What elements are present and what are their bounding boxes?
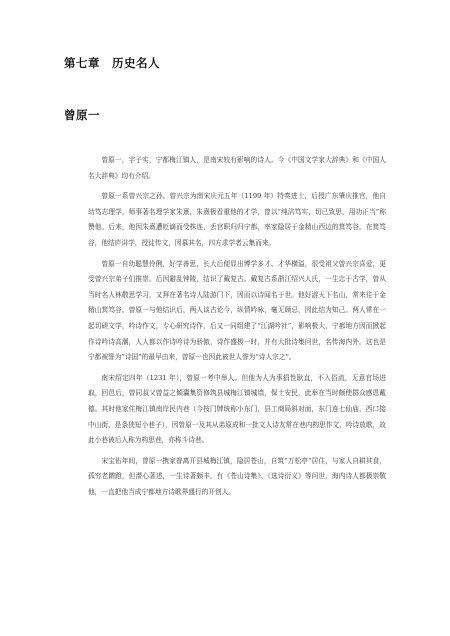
paragraph: 曾原一自幼聪慧伶俐，好学善思，长大后便显出博学多才、才华横溢，很受祖父曾兴宗喜爱，更受曾兴宗弟子们推崇。后因避乱钟陵，结识了戴复古。戴复古系浙江绍兴人氏，一生忠于古学，曾从当时名人林敬思学习，又拜在著名诗人陆游门下，因而以诗闻名于世。他好游天下名山，常来往于金精山箕笃谷。曾原一与他结识后，两人谈古论今，纵情吟咏，毫无顾忌，因此结为知己。两人常在一起切磋文学，吟诗作文，专心研究诗作，后又一同组建了“江湖吟社”，影响极大，宁都地方因而掀起作诗吟诗高潮，人人都以作诗吟诗为骄傲，诗作盛极一时，并有大批诗集问世，名传海内外。这也是宁都被誉为“诗国”的最早由来，曾原一也因此被世人誉为“诗人宗之”。: [88, 259, 386, 362]
chapter-title: 第七章 历史名人: [64, 56, 160, 70]
paragraph: 曾原一系曾兴宗之孙。曾兴宗为南宋庆元五年（1199 年）特奏进士，后授广东肇庆推官，他自幼笃志理学，师事著名理学家朱熹，朱熹极看重他的才学，曾以“纯洁笃实，切已致思，用功正当”称赞他。后来，他因朱熹遭贬谪而受株连，丢官职归归宁都，率家隐居于金精山西边的箕笃谷。在箕笃谷，他结庐讲学，授徒传文，因慕其名，四方求学者云集而来。: [88, 192, 386, 247]
body-text: [88, 153, 386, 505]
paragraph: 曾原一，字子实，宁都梅江镇人，是南宋较有影响的诗人。今《中国文学家大辞典》和《中国人名大辞典》均有介绍。: [88, 156, 386, 180]
paragraph: 南宋绍定四年（1231 年），曾原一考中举人。但他为人为事狷性耿直，不入俗流，无意官场进取，回邑后，曾同叔父曾益之倾囊集资修筑县城梅江镇城墙，保土安民，此举在当时颇使群众感恩戴德。其时他家住梅江镇南岸民内巷（今按门牌统称小东门，县工商局斜对面，东门连七仙庙，西口接中山街，是条狭短小巷子），因曾原一及其从弟原成和一批文人诗友常在巷内构思作文，吟诗放歌，故此小巷被后人称为构思巷，亦称斗诗巷。: [88, 373, 386, 445]
section-title: 曾原一: [64, 108, 100, 122]
paragraph: 宋宝佑年间，曾原一携家眷离开县城梅江镇，隐居苍山，自筑“万松亭”居住，与家人自耕其食，孤穷老蹭蹬，但潜心著述，一生诗著颇丰，有《苍山诗集》、《选诗衍义》等问世，海内诗人都极崇敬他，一直把他当成宁都地方诗歌界盛行的开创人。: [88, 456, 386, 496]
